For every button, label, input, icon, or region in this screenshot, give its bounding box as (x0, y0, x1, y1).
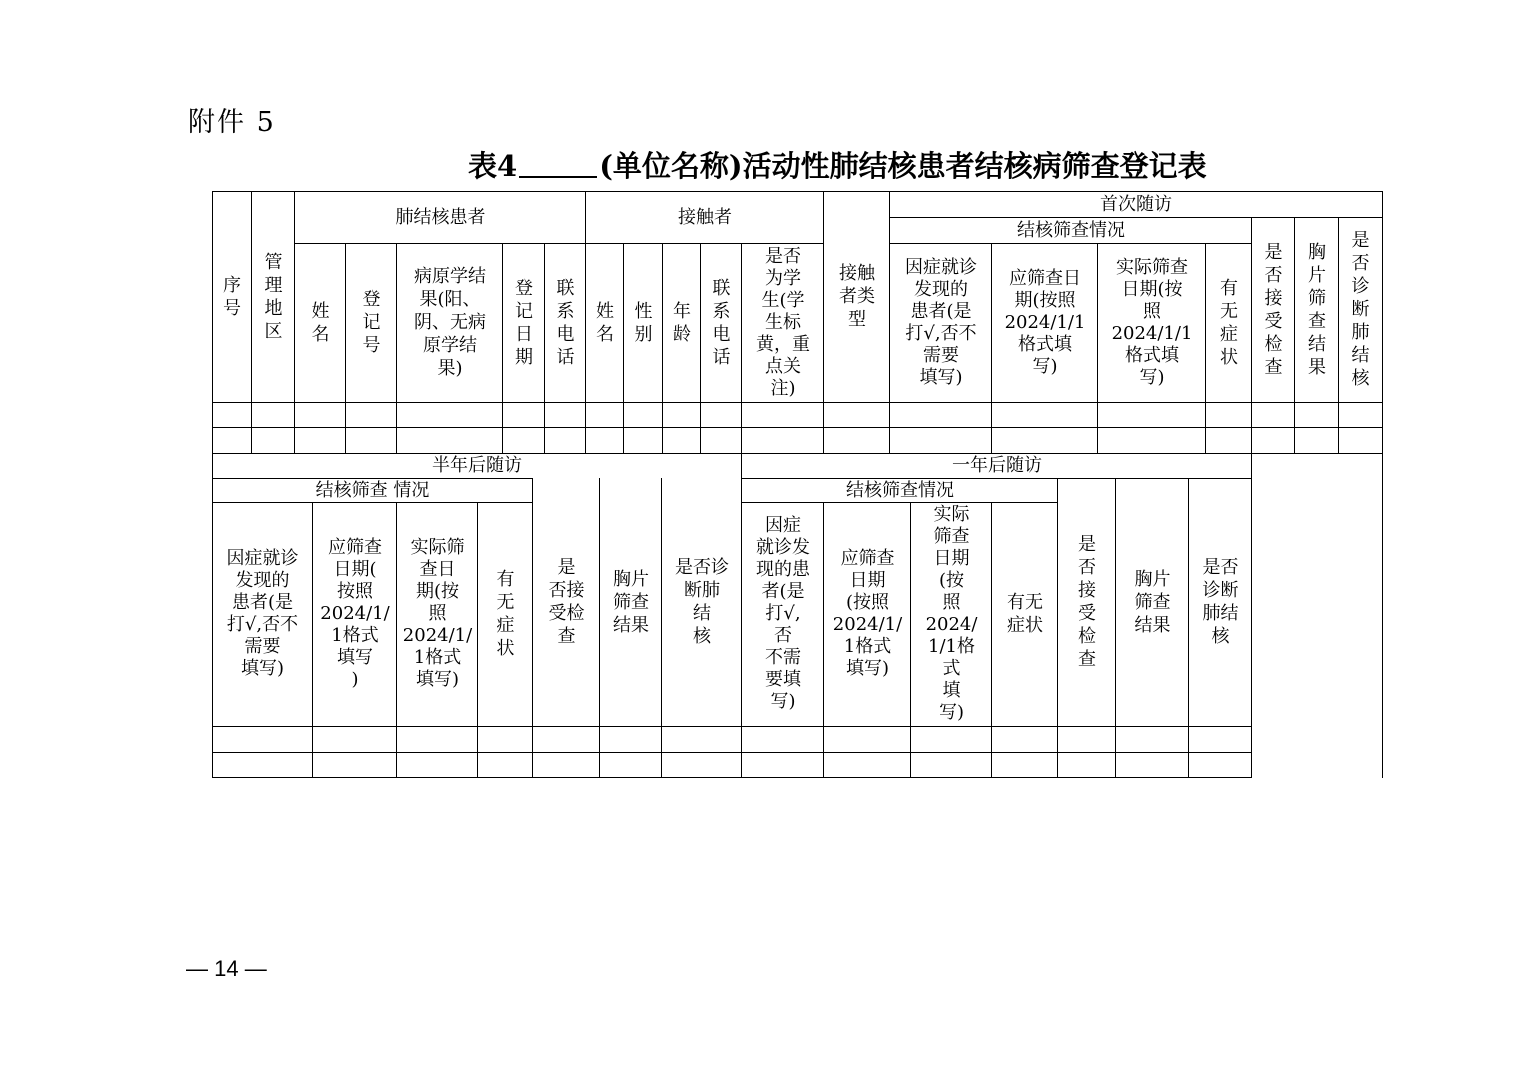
title-suffix: (单位名称)活动性肺结核患者结核病筛查登记表 (599, 149, 1207, 183)
col-contact-age: 年 龄 (673, 300, 691, 345)
registration-table (212, 191, 1383, 778)
col-accept-check: 是 否 接 受 检 查 (1264, 241, 1283, 378)
col-xray-result: 胸 片 筛 查 结 果 (1308, 241, 1326, 378)
group-one-year-followup: 一年后随访 (952, 455, 1042, 476)
year-col-symptom-visit: 因症 就诊发 现的患 者(是 打√, 否 不需 要填 写) (756, 515, 810, 712)
col-patient-phone: 联 系 电 话 (556, 277, 575, 368)
col-symptom-visit: 因症就诊 发现的 患者(是 打√,否不 需要 填写) (905, 256, 977, 388)
col-contact-name: 姓 名 (596, 300, 614, 345)
col-reg-date: 登 记 日 期 (515, 277, 533, 368)
year-col-xray-result: 胸片 筛查 结果 (1134, 568, 1171, 636)
page-number: — 14 — (186, 956, 267, 981)
col-pathology: 病原学结 果(阳、 阴、无病 原学结 果) (414, 266, 486, 379)
group-half-year-screening: 结核筛查 情况 (315, 479, 430, 501)
group-one-year-screening: 结核筛查情况 (846, 479, 954, 501)
col-is-student: 是否 为学 生(学 生标 黄，重 点关 注) (756, 245, 810, 399)
half-col-symptom-visit: 因症就诊 发现的 患者(是 打√,否不 需要 填写) (226, 548, 299, 679)
year-col-actual-date: 实际 筛查 日期 (按 照 2024/ 1/1格 式 填 写) (925, 504, 978, 723)
half-col-accept-check: 是 否接 受检 查 (548, 557, 585, 647)
table-row[interactable] (212, 403, 1382, 427)
col-contact-phone: 联 系 电 话 (712, 277, 731, 368)
col-contact-sex: 性 别 (634, 300, 653, 345)
col-due-date: 应筛查日 期(按照 2024/1/1 格式填 写) (1004, 267, 1086, 377)
half-col-xray-result: 胸片 筛查 结果 (613, 568, 649, 636)
form-title (468, 144, 1207, 185)
col-diagnosed: 是 否 诊 断 肺 结 核 (1351, 230, 1370, 389)
table-row[interactable] (212, 753, 1251, 777)
table-row[interactable] (212, 727, 1251, 752)
half-col-actual-date: 实际筛 查日 期(按 照 2024/1/ 1格式 填写) (402, 537, 473, 690)
col-reg-no: 登 记 号 (362, 289, 381, 356)
group-first-followup: 首次随访 (1100, 193, 1172, 215)
group-contact: 接触者 (678, 206, 732, 228)
unit-name-blank (519, 174, 597, 178)
half-col-symptoms: 有 无 症 状 (496, 569, 515, 659)
half-col-diagnosed: 是否诊 断肺 结 核 (675, 557, 729, 647)
col-actual-date: 实际筛查 日期(按 照 2024/1/1 格式填 写) (1111, 256, 1193, 388)
title-prefix: 表4 (468, 149, 518, 183)
group-half-year-followup: 半年后随访 (432, 455, 522, 476)
col-region: 管 理 地 区 (264, 251, 283, 342)
col-patient-name: 姓 名 (311, 300, 330, 345)
group-screening-status: 结核筛查情况 (1017, 219, 1125, 241)
half-col-due-date: 应筛查 日期( 按照 2024/1/ 1格式 填写 ) (320, 537, 390, 690)
table-row[interactable] (212, 428, 1382, 453)
year-col-accept-check: 是 否 接 受 检 查 (1078, 534, 1096, 670)
col-contact-type: 接触 者类 型 (839, 263, 875, 330)
col-symptoms: 有 无 症 状 (1220, 277, 1238, 368)
year-col-due-date: 应筛查 日期 (按照 2024/1/ 1格式 填写) (832, 548, 903, 679)
attachment-label: 附件 5 (188, 107, 276, 138)
year-col-symptoms: 有无 症状 (1007, 592, 1043, 636)
col-seq: 序 号 (223, 274, 241, 319)
group-patient: 肺结核患者 (395, 206, 486, 228)
year-col-diagnosed: 是否 诊断 肺结 核 (1202, 557, 1239, 647)
